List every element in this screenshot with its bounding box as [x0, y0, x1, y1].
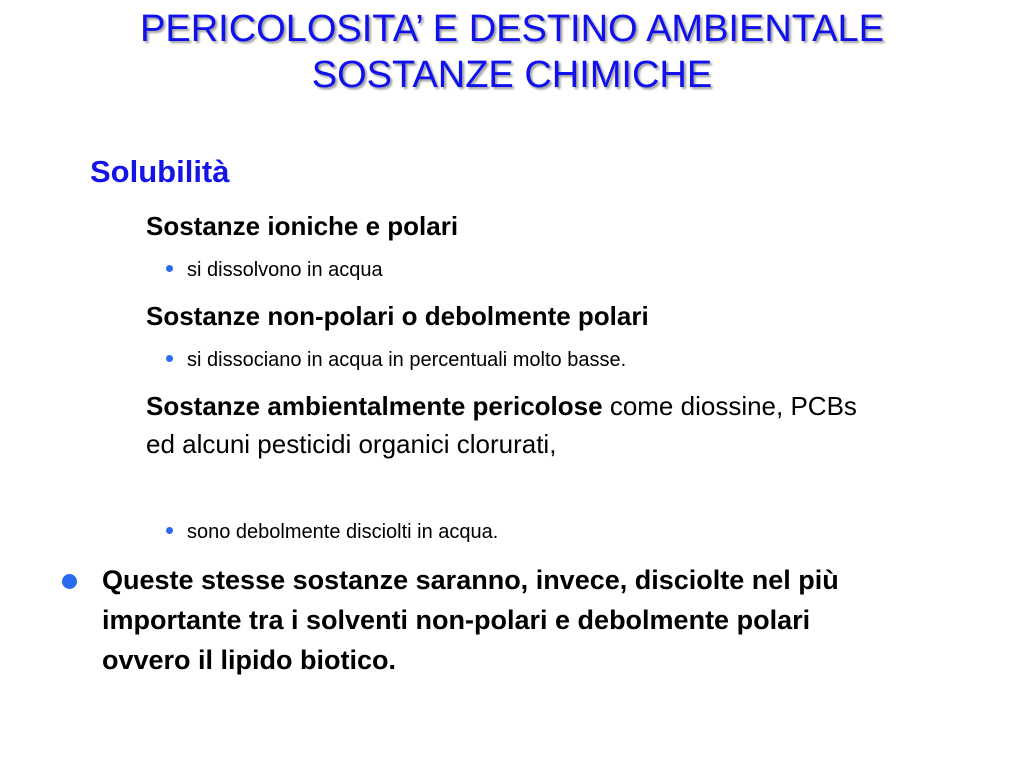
sub-bullet-ionic — [166, 256, 383, 284]
main-bullet — [62, 560, 902, 680]
sub-bullet-nonpolar — [166, 346, 626, 374]
bullet-dot-icon — [166, 265, 173, 272]
sub-bullet-nonpolar-text: si dissociano in acqua in percentuali molto basse. — [187, 349, 627, 371]
item-label-hazardous — [146, 387, 886, 463]
sub-bullet-hazardous — [166, 518, 498, 546]
bullet-dot-icon — [166, 355, 173, 362]
item-label-ionic: Sostanze ioniche e polari — [146, 211, 459, 241]
section-heading: Solubilità — [90, 154, 230, 189]
bullet-dot-icon — [62, 574, 77, 589]
sub-bullet-ionic-text: si dissolvono in acqua — [187, 259, 383, 281]
main-bullet-text: Queste stesse sostanze saranno, invece, disciolte nel più importante tra i solventi non-polari e debolmente polari ovvero il lipido biotico. — [102, 565, 839, 675]
slide-title-line-2: SOSTANZE CHIMICHE — [311, 54, 713, 96]
item-label-hazardous-bold: Sostanze ambientalmente pericolose — [146, 391, 603, 421]
sub-bullet-hazardous-text: sono debolmente disciolti in acqua. — [187, 521, 499, 543]
bullet-dot-icon — [166, 527, 173, 534]
slide-title — [0, 6, 1024, 98]
item-label-hazardous-rest: come diossine, PCBs ed alcuni pesticidi organici clorurati, — [146, 391, 857, 459]
item-label-nonpolar: Sostanze non-polari o debolmente polari — [146, 301, 649, 331]
slide-title-line-1: PERICOLOSITA’ E DESTINO AMBIENTALE — [140, 8, 884, 50]
